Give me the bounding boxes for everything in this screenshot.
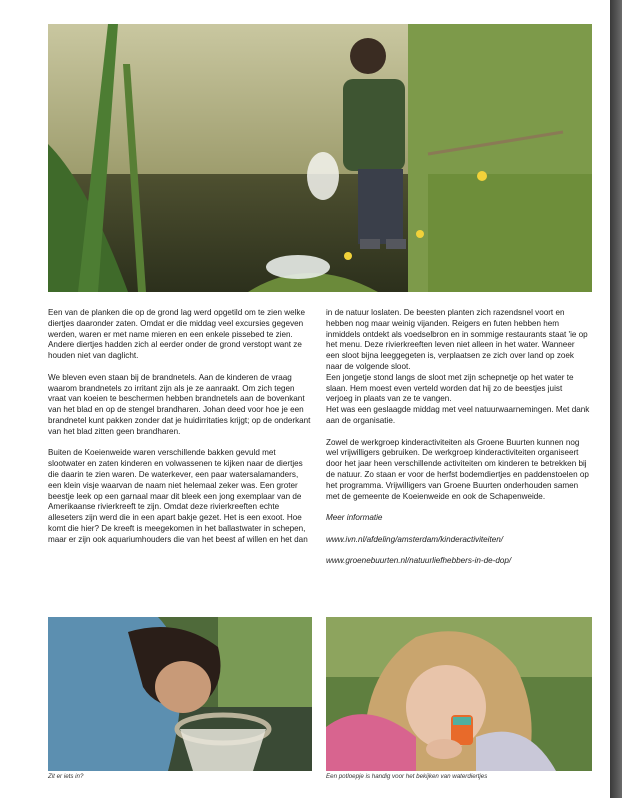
caption-right: Een potloepje is handig voor het bekijken van waterdiertjes — [326, 773, 488, 780]
top-photo — [48, 24, 592, 292]
right-text-column — [326, 308, 590, 578]
caption-left: Zit er iets in? — [48, 773, 84, 780]
ivn-link[interactable]: www.ivn.nl/afdeling/amsterdam/kinderactiviteiten/ — [326, 534, 504, 544]
more-info-label: Meer informatie — [326, 513, 383, 523]
left-paragraph-1: Een van de planken die op de grond lag werd opgetild om te zien welke diertjes daaronder zaten. Omdat er die middag veel excursies gegeven werden, waren er met name mieren en een enkele pissebed te zien. Andere diertjes hadden zich al eerder onder de grond verstopt want ze houden niet van daglicht. — [48, 308, 306, 361]
bottom-right-photo — [326, 617, 592, 771]
right-paragraph-1: in de natuur loslaten. De beesten planten zich razendsnel voort en hebben nog maar weinig vijanden. Reigers en futen hebben hem inmiddels ontdekt als voedselbron en in sommige restaurants staat 'ie op het menu. Deze rivierkreeften leven niet alleen in het water. Wanneer een sloot bijna leeggegeten is, verplaatsen ze zich over land op zoek naar de volgende sloot. — [326, 308, 588, 371]
page-edge-shadow — [610, 0, 622, 798]
groenebuurten-link[interactable]: www.groenebuurten.nl/natuurliefhebbers-in-de-dop/ — [326, 556, 512, 566]
bottom-left-photo — [48, 617, 312, 771]
left-paragraph-2: We bleven even staan bij de brandnetels. Aan de kinderen de vraag waarom brandnetels zo irritant zijn als je ze aanraakt. Om zich tegen vraat van koeien te beschermen hebben brandnetels aan de bovenkant van het blad en op de stengel brandharen. Johan deed voor hoe je een brandnetel kunt pakken zonder dat je huidirritaties krijgt; op de onderkant van het blad zitten geen brandharen. — [48, 372, 311, 436]
right-paragraph-3: Het was een geslaagde middag met veel natuurwaarnemingen. Met dank aan de organisatie. — [326, 405, 590, 425]
right-paragraph-2: Een jongetje stond langs de sloot met zijn schepnetje op het water te slaan. Hem moest even verteld worden dat hij zo de beestjes juist verjoeg in plaats van ze te vangen. — [326, 372, 574, 404]
left-text-column — [48, 308, 312, 556]
left-paragraph-3: Buiten de Koeienweide waren verschillende bakken gevuld met slootwater en zaten kinderen en volwassenen te kijken naar de diertjes die daarin te zien waren. De waterkever, een paar watersalamanders, een klein visje waarvan de naam niet helemaal zeker was. Een groter beestje leek op een garnaal maar dit bleek een jong exemplaar van de Amerikaanse rivierkreeft te zijn. Omdat deze rivierkreeften echte alleseters zijn werd die in een apart bakje gezet. Het is een exoot. Hoe komt die hier? De kreeft is meegekomen in het ballastwater in schepen, maar er zijn ook aquariumhouders die van het beest af willen en het dan — [48, 448, 308, 544]
right-paragraph-4: Zowel de werkgroep kinderactiviteiten als Groene Buurten kunnen nog wel vrijwilligers gebruiken. De werkgroep kinderactiviteiten organiseert door het jaar heen verschillende activiteiten om kinderen te betrekken bij de natuur. Zo staan er voor de herfst bodemdiertjes en paddenstoelen op het programma. Vrijwilligers van Groene Buurten onderhouden samen met de gemeente de Koeienweide en ook de Schapenweide. — [326, 437, 589, 501]
